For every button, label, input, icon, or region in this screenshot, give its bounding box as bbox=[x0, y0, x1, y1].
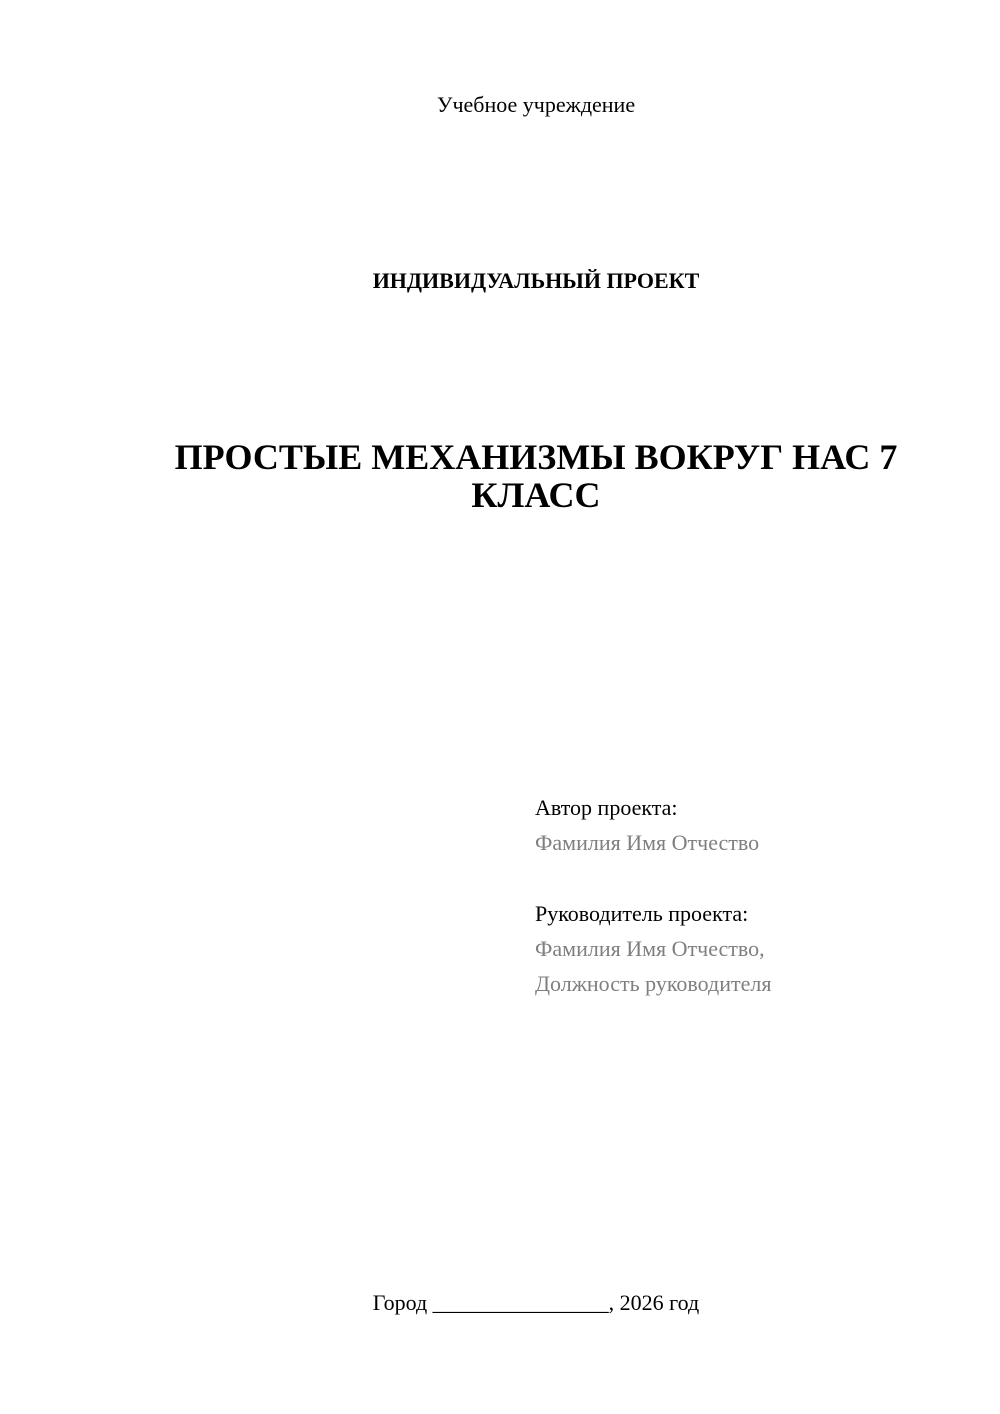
institution-name: Учебное учреждение bbox=[436, 92, 636, 117]
supervisor-name: Фамилия Имя Отчество, bbox=[535, 936, 765, 961]
project-type-heading: ИНДИВИДУАЛЬНЫЙ ПРОЕКТ bbox=[372, 268, 700, 293]
project-title bbox=[140, 438, 932, 514]
supervisor-position: Должность руководителя bbox=[535, 971, 772, 996]
supervisor-label: Руководитель проекта: bbox=[535, 901, 749, 926]
project-info-block bbox=[535, 790, 975, 1001]
author-label: Автор проекта: bbox=[535, 795, 678, 820]
project-title-line-1: ПРОСТЫЕ МЕХАНИЗМЫ ВОКРУГ НАС 7 bbox=[174, 437, 898, 477]
city-year-line: Город ________________, 2026 год bbox=[372, 1290, 700, 1315]
project-title-line-2: КЛАСС bbox=[471, 475, 601, 515]
author-name: Фамилия Имя Отчество bbox=[535, 830, 760, 855]
